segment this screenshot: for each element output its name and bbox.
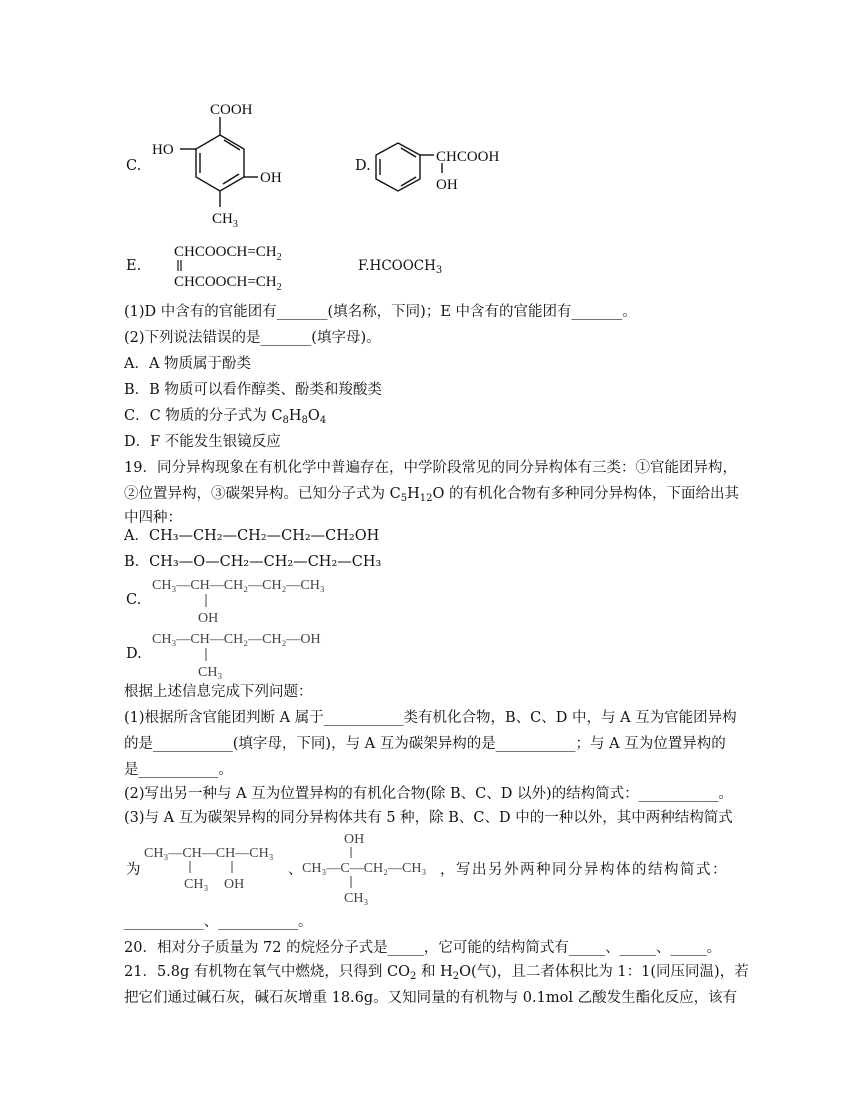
q19-sub1-line2: 的是___________(填字母，下同)，与 A 互为碳架异构的是___________；与 A 互为位置异构的 <box>124 736 726 752</box>
q19-sub3-sep: 、 <box>288 862 303 878</box>
q21-line2: 把它们通过碱石灰，碱石灰增重 18.6g。又知同量的有机物与 0.1mol 乙酸发生酯化反应，该有 <box>124 990 738 1006</box>
m2-bottom-ch3: CH₃ <box>344 891 369 906</box>
q19-isomer-c <box>148 572 388 628</box>
d-chain-text: CH₃—CH—CH₂—CH₂—OH <box>152 632 321 647</box>
c-ch3-text: $CH_3$ <box>212 211 238 230</box>
molecule-e <box>170 238 350 294</box>
q19-sub3-tail: ，写出另外两种同分异构体的结构简式： <box>440 862 728 878</box>
option-f: $F.HCOOCH_3$ <box>358 258 443 276</box>
option-c-label: C. <box>126 158 142 174</box>
q19-isomer-d-label: D. <box>126 646 142 662</box>
q19-isomer-c-label: C. <box>126 592 142 608</box>
option-d-label: D. <box>355 158 371 174</box>
q18-sub1: (1)D 中含有的官能团有_______(填名称，下同)；E 中含有的官能团有_______。 <box>124 304 637 320</box>
q20: 20．相对分子质量为 72 的烷烃分子式是_____，它可能的结构简式有_____、_____、_____。 <box>124 940 722 956</box>
q19-sub3-wei: 为 <box>126 862 141 878</box>
q19-task: 根据上述信息完成下列问题： <box>124 684 313 700</box>
molecule-d <box>372 135 532 195</box>
d-ch3-sub: CH₃ <box>198 665 223 680</box>
q19-sub3-structure-2 <box>298 826 448 908</box>
q19-sub1-line1: (1)根据所含官能团判断 A 属于___________类有机化合物，B、C、D 中，与 A 互为官能团异构 <box>124 710 737 726</box>
m2-top-oh: OH <box>344 832 365 847</box>
q21-line1: 21．5.8g 有机物在氧气中燃烧，只得到 $CO_2$ 和 $H_2O$(气)，且二者体积比为 1：1(同压同温)，若 <box>124 964 749 982</box>
q19-sub2: (2)写出另一种与 A 互为位置异构的有机化合物(除 B、C、D 以外)的结构简式：___________。 <box>124 786 733 802</box>
q19-intro-1: 19．同分异构现象在有机化学中普遍存在，中学阶段常见的同分异构体有三类：①官能团异构， <box>124 460 737 476</box>
q19-sub1-line3: 是___________。 <box>124 762 233 778</box>
q19-intro-2: ②位置异构，③碳架异构。已知分子式为 $C_5H_{12}O$ 的有机化合物有多种同分异构体，下面给出其 <box>124 486 739 504</box>
e-line2: $CHCOOCH=CH_2$ <box>174 274 282 293</box>
m2-chain: CH₃—C—CH₂—CH₃ <box>302 861 427 876</box>
c-chain-text: CH₃—CH—CH₂—CH₂—CH₃ <box>152 578 325 593</box>
q19-sub3-line1: (3)与 A 互为碳架异构的同分异构体共有 5 种，除 B、C、D 中的一种以外，其中两种结构简式 <box>124 810 733 826</box>
c-ho-text: HO <box>152 142 174 158</box>
q18-option-b: B．B 物质可以看作醇类、酚类和羧酸类 <box>124 382 382 398</box>
molecule-c <box>140 95 310 230</box>
m1-sub-oh: OH <box>224 877 245 892</box>
option-e-label: E. <box>126 258 142 274</box>
q19-sub3-answer-line: ___________、___________。 <box>124 914 313 930</box>
q19-isomer-d <box>148 626 388 682</box>
q19-intro-3: 中四种： <box>124 510 182 526</box>
q19-isomer-a: A．CH₃—CH₂—CH₂—CH₂—CH₂OH <box>124 528 380 544</box>
q19-sub3-structure-1 <box>140 840 300 896</box>
c-cooh-text: COOH <box>210 102 253 118</box>
d-chcooh-text: CHCOOH <box>436 149 500 165</box>
e-line1: $CHCOOCH=CH_2$ <box>174 244 282 263</box>
m1-sub-ch3: CH₃ <box>184 877 209 892</box>
q19-isomer-b: B．CH₃—O—CH₂—CH₂—CH₂—CH₃ <box>124 554 382 570</box>
q18-option-a: A．A 物质属于酚类 <box>124 356 252 372</box>
q18-sub2: (2)下列说法错误的是_______(填字母)。 <box>124 330 381 346</box>
m1-chain: CH₃—CH—CH—CH₃ <box>144 846 274 861</box>
c-oh-sub: OH <box>198 611 219 626</box>
d-oh-text: OH <box>436 177 458 193</box>
c-oh-text: OH <box>260 170 282 186</box>
q18-option-c: C．C 物质的分子式为 $C_8H_8O_4$ <box>124 408 327 426</box>
q18-option-d: D．F 不能发生银镜反应 <box>124 434 281 450</box>
